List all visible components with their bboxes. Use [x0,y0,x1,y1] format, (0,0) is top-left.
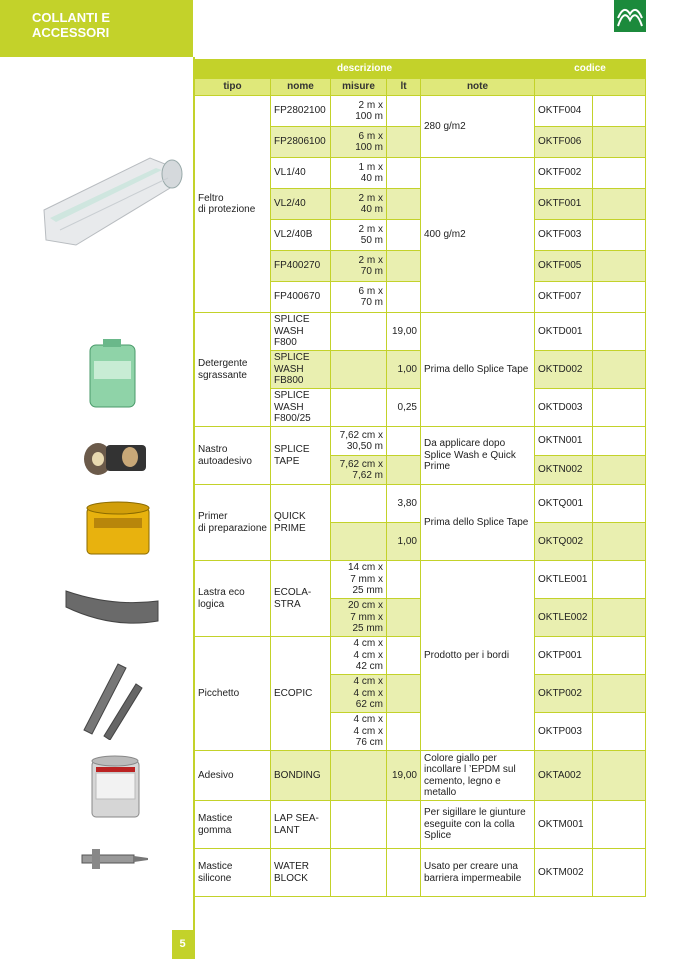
codice-header: codice [535,60,646,79]
table-row [195,427,646,456]
blank-cell [593,351,646,389]
blank-cell [593,561,646,599]
col-codice [535,79,646,96]
misure-cell: 20 cm x 7 mm x 25 mm [331,599,387,637]
blank-cell [593,127,646,158]
table-row [195,637,646,675]
tipo-cell: Mastice gomma [195,801,271,849]
nome-cell: LAP SEA- LANT [271,801,331,849]
blank-cell [593,599,646,637]
nome-cell: FP2802100 [271,96,331,127]
table-row [195,313,646,351]
nome-cell: SPLICE WASH F800 [271,313,331,351]
misure-cell: 7,62 cm x 7,62 m [331,456,387,485]
group-header-row [195,60,646,79]
blank-cell [593,675,646,713]
splice-tape-roll-image [80,437,150,479]
misure-cell: 6 m x 100 m [331,127,387,158]
nome-cell: SPLICE WASH F800/25 [271,389,331,427]
nome-cell: SPLICE WASH FB800 [271,351,331,389]
nome-cell: BONDING [271,751,331,801]
code-cell: OKTF003 [535,220,593,251]
lt-cell: 1,00 [387,523,421,561]
blank-cell [593,751,646,801]
brand-logo-icon [614,0,646,32]
misure-cell [331,389,387,427]
col-lt: lt [387,79,421,96]
lt-cell [387,427,421,456]
code-cell: OKTQ001 [535,485,593,523]
tipo-cell: Nastro autoadesivo [195,427,271,485]
note-cell: Per sigillare le giunture eseguite con la colla Splice [421,801,535,849]
note-cell: Colore giallo per incollare l ’EPDM sul cemento, legno e metallo [421,751,535,801]
col-nome: nome [271,79,331,96]
lt-cell [387,189,421,220]
tipo-cell: Feltro di protezione [195,96,271,313]
tipo-cell: Adesivo [195,751,271,801]
nome-cell: VL1/40 [271,158,331,189]
code-cell: OKTM002 [535,849,593,897]
note-cell: Prima dello Splice Tape [421,485,535,561]
tipo-cell: Lastra eco logica [195,561,271,637]
sealant-tube-image [78,845,150,873]
descrizione-header: descrizione [195,60,535,79]
misure-cell: 2 m x 100 m [331,96,387,127]
lt-cell [387,456,421,485]
nome-cell: SPLICE TAPE [271,427,331,485]
misure-cell: 4 cm x 4 cm x 76 cm [331,713,387,751]
code-cell: OKTN001 [535,427,593,456]
code-cell: OKTD001 [535,313,593,351]
splice-wash-canister-image [85,337,140,412]
misure-cell [331,751,387,801]
misure-cell: 2 m x 40 m [331,189,387,220]
blank-cell [593,849,646,897]
code-cell: OKTF007 [535,282,593,313]
section-header [0,0,193,57]
code-cell: OKTP001 [535,637,593,675]
section-title: COLLANTI E ACCESSORI [32,10,110,40]
code-cell: OKTF004 [535,96,593,127]
note-cell: 280 g/m2 [421,96,535,158]
table-row [195,96,646,127]
blank-cell [593,282,646,313]
lt-cell [387,158,421,189]
misure-cell [331,523,387,561]
blank-cell [593,158,646,189]
lt-cell [387,127,421,158]
ecopic-stakes-image [78,660,148,740]
nome-cell: QUICK PRIME [271,485,331,561]
col-misure: misure [331,79,387,96]
lt-cell [387,713,421,751]
code-cell: OKTN002 [535,456,593,485]
lt-cell [387,220,421,251]
product-catalog-table [194,59,646,897]
code-cell: OKTD002 [535,351,593,389]
bonding-adhesive-can-image [88,755,143,820]
blank-cell [593,251,646,282]
blank-cell [593,713,646,751]
table-row [195,561,646,599]
nome-cell: WATER BLOCK [271,849,331,897]
misure-cell: 2 m x 70 m [331,251,387,282]
table-row [195,801,646,849]
note-cell: 400 g/m2 [421,158,535,313]
code-cell: OKTLE001 [535,561,593,599]
lt-cell [387,849,421,897]
tipo-cell: Detergente sgrassante [195,313,271,427]
table-row [195,485,646,523]
lt-cell [387,561,421,599]
code-cell: OKTF006 [535,127,593,158]
quick-prime-bucket-image [82,500,154,558]
lt-cell: 19,00 [387,751,421,801]
tipo-cell: Mastice silicone [195,849,271,897]
nome-cell: FP400670 [271,282,331,313]
code-cell: OKTF005 [535,251,593,282]
note-cell: Da applicare dopo Splice Wash e Quick Prime [421,427,535,485]
note-cell: Prima dello Splice Tape [421,313,535,427]
blank-cell [593,189,646,220]
table-row [195,849,646,897]
tipo-cell: Picchetto [195,637,271,751]
note-cell: Prodotto per i bordi [421,561,535,751]
misure-cell [331,485,387,523]
misure-cell: 4 cm x 4 cm x 62 cm [331,675,387,713]
misure-cell [331,351,387,389]
misure-cell: 6 m x 70 m [331,282,387,313]
nome-cell: FP400270 [271,251,331,282]
lt-cell [387,96,421,127]
code-cell: OKTQ002 [535,523,593,561]
blank-cell [593,427,646,456]
col-note: note [421,79,535,96]
blank-cell [593,485,646,523]
lt-cell [387,599,421,637]
code-cell: OKTLE002 [535,599,593,637]
note-cell: Usato per creare una barriera impermeabile [421,849,535,897]
misure-cell [331,313,387,351]
blank-cell [593,313,646,351]
blank-cell [593,637,646,675]
misure-cell [331,801,387,849]
nome-cell: ECOLA- STRA [271,561,331,637]
misure-cell: 4 cm x 4 cm x 42 cm [331,637,387,675]
misure-cell: 2 m x 50 m [331,220,387,251]
code-cell: OKTF001 [535,189,593,220]
nome-cell: FP2806100 [271,127,331,158]
lt-cell: 19,00 [387,313,421,351]
code-cell: OKTA002 [535,751,593,801]
misure-cell: 14 cm x 7 mm x 25 mm [331,561,387,599]
lt-cell [387,801,421,849]
lt-cell [387,637,421,675]
code-cell: OKTP003 [535,713,593,751]
nome-cell: VL2/40 [271,189,331,220]
lt-cell: 1,00 [387,351,421,389]
lt-cell: 3,80 [387,485,421,523]
blank-cell [593,523,646,561]
ecolastra-strip-image [62,585,162,630]
lt-cell [387,675,421,713]
misure-cell [331,849,387,897]
lt-cell [387,282,421,313]
code-cell: OKTM001 [535,801,593,849]
blank-cell [593,96,646,127]
nome-cell: ECOPIC [271,637,331,751]
misure-cell: 7,62 cm x 30,50 m [331,427,387,456]
lt-cell [387,251,421,282]
col-tipo: tipo [195,79,271,96]
blank-cell [593,456,646,485]
tipo-cell: Primer di preparazione [195,485,271,561]
felt-roll-image [40,140,188,255]
code-cell: OKTD003 [535,389,593,427]
nome-cell: VL2/40B [271,220,331,251]
misure-cell: 1 m x 40 m [331,158,387,189]
table-row [195,751,646,801]
code-cell: OKTP002 [535,675,593,713]
blank-cell [593,801,646,849]
blank-cell [593,220,646,251]
lt-cell: 0,25 [387,389,421,427]
column-header-row [195,79,646,96]
blank-cell [593,389,646,427]
page-number: 5 [172,930,193,959]
code-cell: OKTF002 [535,158,593,189]
